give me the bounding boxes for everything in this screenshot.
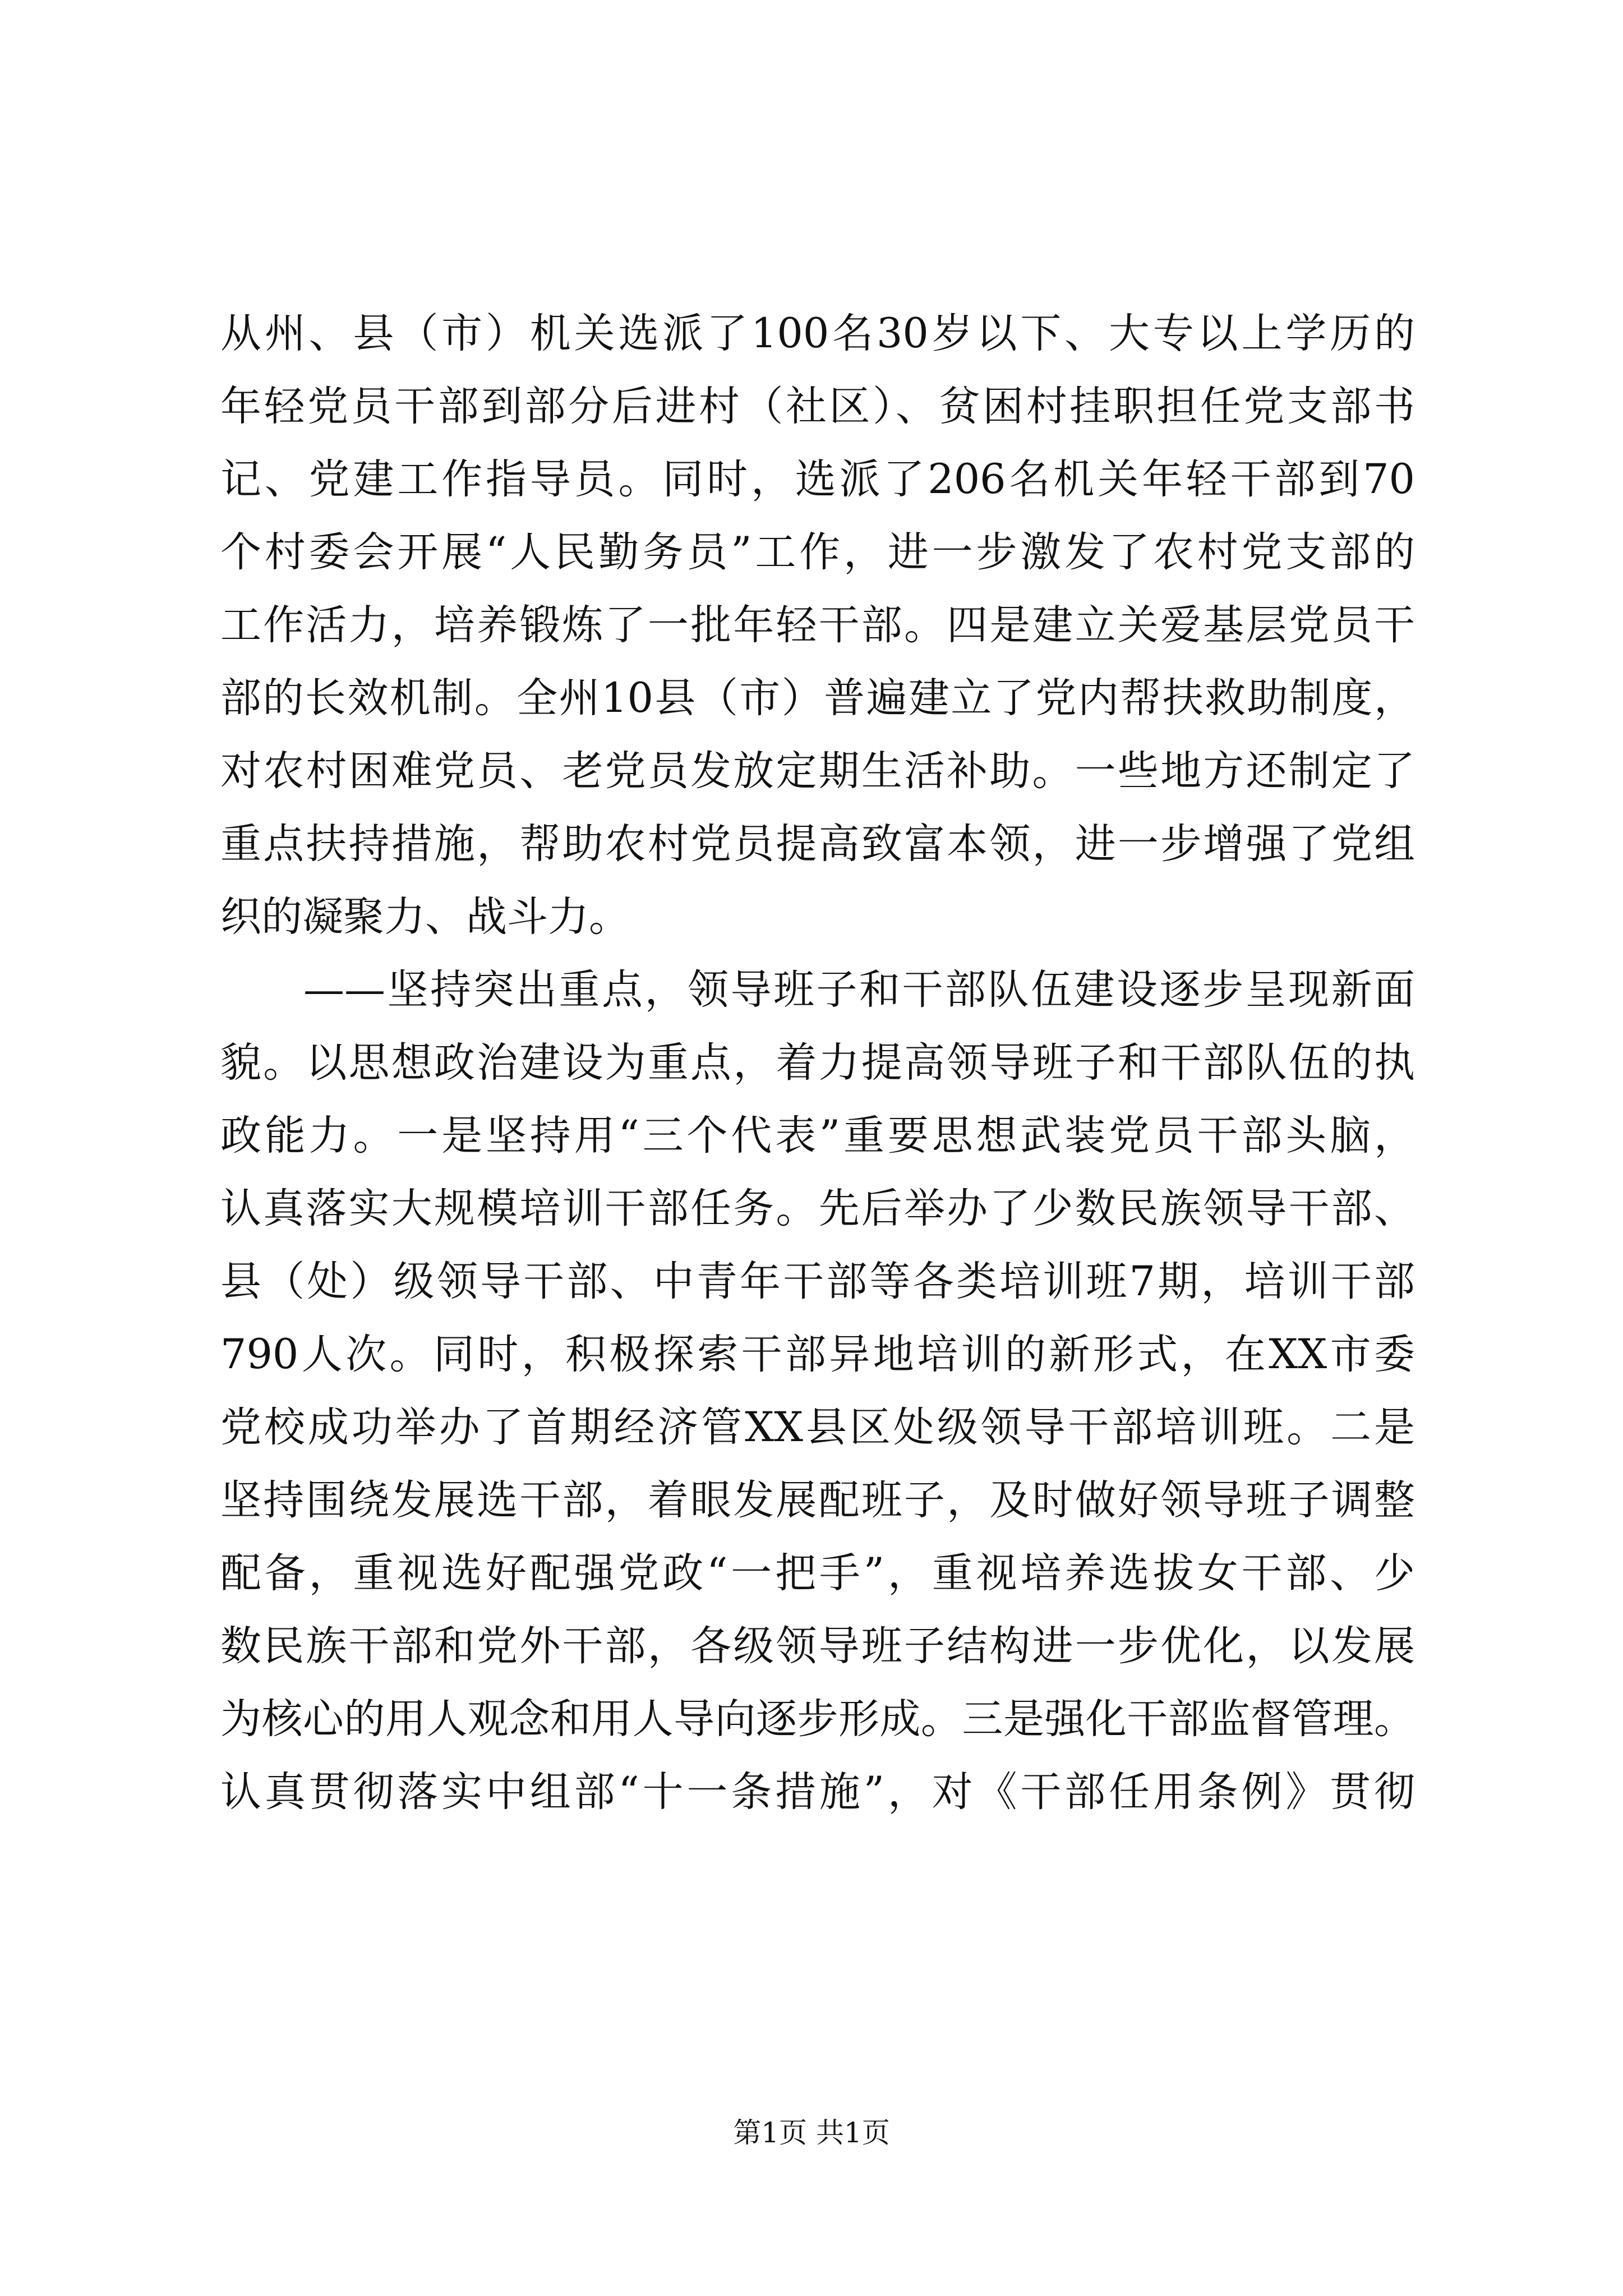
text-line: 认真贯彻落实中组部“十一条措施”，对《干部任用条例》贯彻	[220, 1768, 1415, 1816]
text-line: 政能力。一是坚持用“三个代表”重要思想武装党员干部头脑，	[220, 1112, 1415, 1159]
text-line: 党校成功举办了首期经济管XX县区处级领导干部培训班。二是	[220, 1404, 1415, 1451]
text-line: 记、党建工作指导员。同时，选派了206名机关年轻干部到70	[220, 455, 1415, 503]
text-line: 个村委会开展“人民勤务员”工作，进一步激发了农村党支部的	[220, 528, 1415, 576]
page-footer: 第1页 共1页	[733, 2116, 890, 2149]
text-line: 数民族干部和党外干部，各级领导班子结构进一步优化，以发展	[220, 1622, 1415, 1670]
text-line: 织的凝聚力、战斗力。	[220, 893, 630, 941]
text-line: 对农村困难党员、老党员发放定期生活补助。一些地方还制定了	[220, 747, 1415, 795]
text-line: 工作活力，培养锻炼了一批年轻干部。四是建立关爱基层党员干	[220, 601, 1415, 649]
text-line: 貌。以思想政治建设为重点，着力提高领导班子和干部队伍的执	[220, 1039, 1415, 1087]
text-line: 县（处）级领导干部、中青年干部等各类培训班7期，培训干部	[220, 1258, 1415, 1305]
text-line: 790人次。同时，积极探索干部异地培训的新形式，在XX市委	[220, 1331, 1415, 1378]
text-line: 配备，重视选好配强党政“一把手”，重视培养选拔女干部、少	[220, 1549, 1415, 1597]
text-line: 部的长效机制。全州10县（市）普遍建立了党内帮扶救助制度，	[220, 674, 1415, 722]
text-line: 年轻党员干部到部分后进村（社区）、贫困村挂职担任党支部书	[220, 383, 1415, 430]
body-text	[220, 297, 1415, 1829]
paragraph-start-line: ——坚持突出重点，领导班子和干部队伍建设逐步呈现新面	[303, 966, 1415, 1014]
text-line: 坚持围绕发展选干部，着眼发展配班子，及时做好领导班子调整	[220, 1476, 1415, 1524]
text-line: 认真落实大规模培训干部任务。先后举办了少数民族领导干部、	[220, 1185, 1415, 1232]
text-line: 重点扶持措施，帮助农村党员提高致富本领，进一步增强了党组	[220, 820, 1415, 868]
text-line: 从州、县（市）机关选派了100名30岁以下、大专以上学历的	[220, 310, 1415, 357]
text-line: 为核心的用人观念和用人导向逐步形成。三是强化干部监督管理。	[220, 1695, 1415, 1743]
